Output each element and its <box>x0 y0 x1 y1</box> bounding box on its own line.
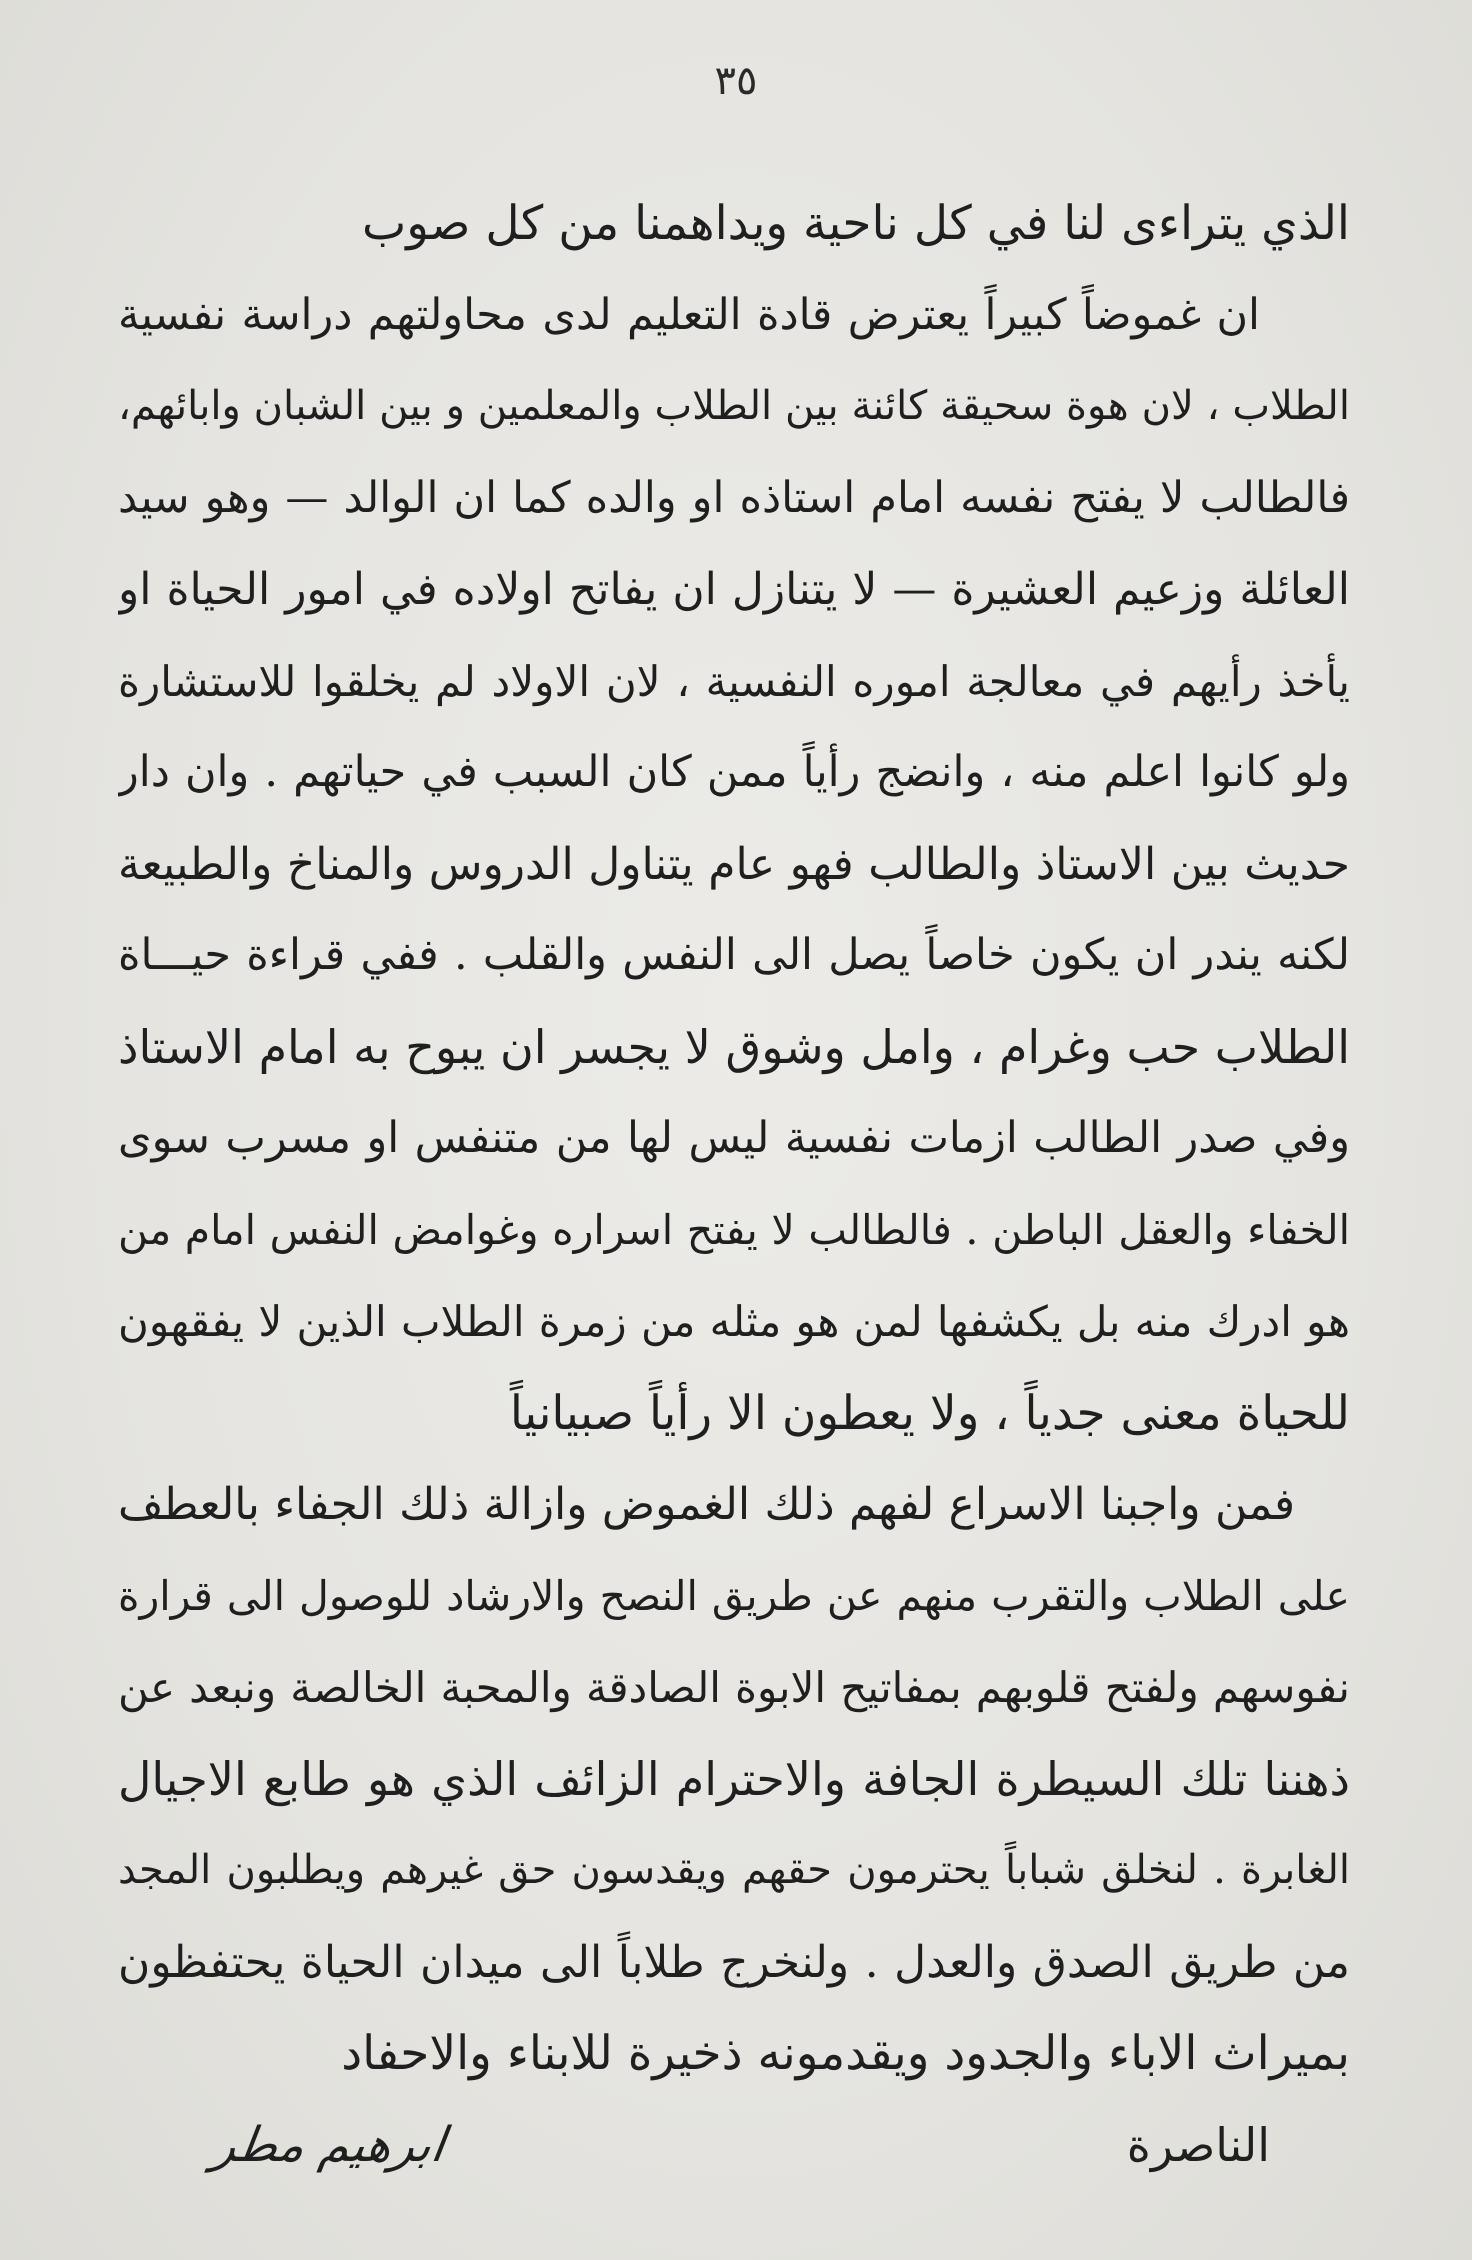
text-line: بميراث الاباء والجدود ويقدمونه ذخيرة للابناء والاحفاد <box>341 2026 1350 2081</box>
text-line: من طريق الصدق والعدل . ولنخرج طلاباً الى ميدان الحياة يحتفظون <box>118 1936 1350 1988</box>
text-line: الذي يتراءى لنا في كل ناحية ويداهمنا من كل صوب <box>361 196 1350 251</box>
text-line: فمن واجبنا الاسراع لفهم ذلك الغموض وازالة ذلك الجفاء بالعطف <box>118 1479 1295 1530</box>
text-line: هو ادرك منه بل يكشفها لمن هو مثله من زمرة الطلاب الذين لا يفقهون <box>118 1297 1350 1346</box>
place-name: الناصرة <box>1126 2118 1270 2172</box>
text-line: وفي صدر الطالب ازمات نفسية ليس لها من متنفس او مسرب سوى <box>118 1113 1350 1163</box>
text-line: الخفاء والعقل الباطن . فالطالب لا يفتح اسراره وغوامض النفس امام من <box>118 1205 1350 1254</box>
text-line: فالطالب لا يفتح نفسه امام استاذه او والده كما ان الوالد — وهو سيد <box>118 472 1350 523</box>
footer <box>118 2100 1350 2190</box>
text-line: نفوسهم ولفتح قلوبهم بمفاتيح الابوة الصادقة والمحبة الخالصة ونبعد عن <box>118 1663 1350 1712</box>
text-line: على الطلاب والتقرب منهم عن طريق النصح والارشاد للوصول الى قرارة <box>118 1571 1350 1620</box>
text-line: الطلاب حب وغرام ، وامل وشوق لا يجسر ان يبوح به امام الاستاذ <box>118 1019 1350 1074</box>
author-signature: ابرهيم مطر <box>209 2117 449 2173</box>
text-line: الطلاب ، لان هوة سحيقة كائنة بين الطلاب والمعلمين و بين الشبان وابائهم، <box>118 383 1350 429</box>
page-number: ٣٥ <box>714 58 758 104</box>
text-line: للحياة معنى جدياً ، ولا يعطون الا رأياً صبيانياً <box>509 1385 1350 1441</box>
text-line: ان غموضاً كبيراً يعترض قادة التعليم لدى محاولتهم دراسة نفسية <box>118 289 1260 340</box>
text-line: الغابرة . لنخلق شباباً يحترمون حقهم ويقدسون حق غيرهم ويطلبون المجد <box>118 1847 1350 1893</box>
text-line: ذهننا تلك السيطرة الجافة والاحترام الزائف الذي هو طابع الاجيال <box>118 1751 1350 1806</box>
text-line: يأخذ رأيهم في معالجة اموره النفسية ، لان الاولاد لم يخلقوا للاستشارة <box>118 656 1350 706</box>
text-line: لكنه يندر ان يكون خاصاً يصل الى النفس والقلب . ففي قراءة حيـــاة <box>118 930 1350 980</box>
body-text <box>118 178 1350 2100</box>
text-line: العائلة وزعيم العشيرة — لا يتنازل ان يفاتح اولاده في امور الحياة او <box>118 564 1350 615</box>
text-line: ولو كانوا اعلم منه ، وانضج رأياً ممن كان السبب في حياتهم . وان دار <box>118 747 1350 797</box>
text-line: حديث بين الاستاذ والطالب فهو عام يتناول الدروس والمناخ والطبيعة <box>118 838 1350 890</box>
